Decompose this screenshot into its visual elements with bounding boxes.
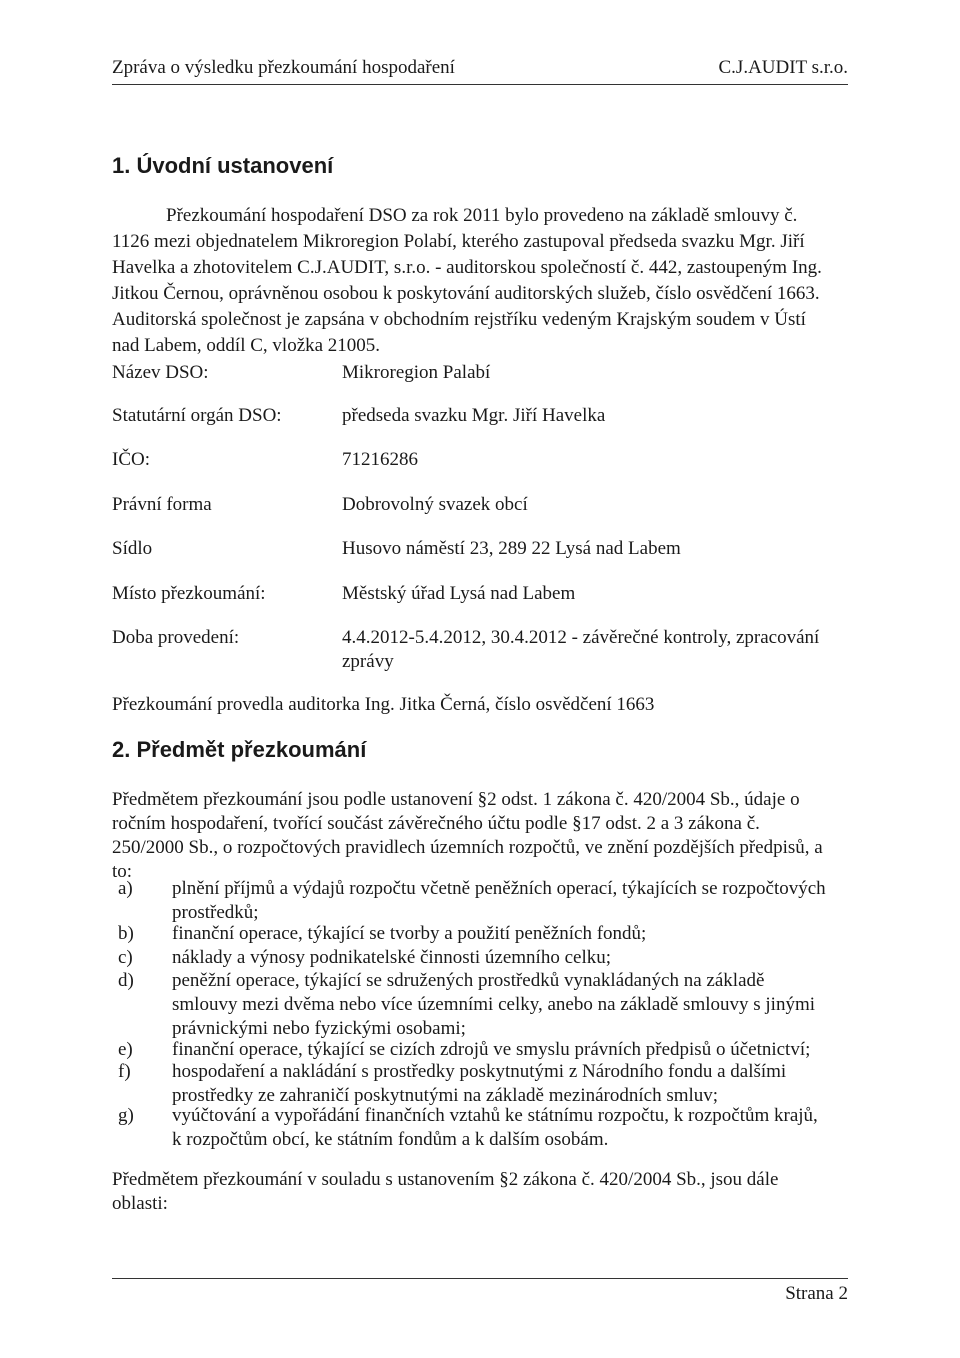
page-header [112, 56, 848, 85]
list-line: plnění příjmů a výdajů rozpočtu včetně peněžních operací, týkajících se rozpočtových [172, 878, 826, 899]
para-line: Předmětem přezkoumání jsou podle ustanovení §2 odst. 1 zákona č. 420/2004 Sb., údaje o [112, 789, 800, 810]
auditor-line: Přezkoumání provedla auditorka Ing. Jitka Černá, číslo osvědčení 1663 [112, 694, 655, 715]
intro-line: nad Labem, oddíl C, vložka 21005. [112, 335, 381, 356]
list-line: právnickými nebo fyzickými osobami; [172, 1018, 466, 1039]
para-line: ročním hospodaření, tvořící součást závěrečného účtu podle §17 odst. 2 a 3 zákona č. [112, 813, 760, 834]
info-label: Statutární orgán DSO: [112, 405, 282, 426]
info-label: Právní forma [112, 494, 212, 515]
intro-line: Přezkoumání hospodaření DSO za rok 2011 bylo provedeno na základě smlouvy č. [166, 205, 798, 226]
page-number: Strana 2 [785, 1283, 848, 1304]
intro-line: Auditorská společnost je zapsána v obchodním rejstříku vedeným Krajským soudem v Ústí [112, 309, 806, 330]
info-value: Mikroregion Palabí [342, 362, 491, 383]
para-line: Předmětem přezkoumání v souladu s ustanovením §2 zákona č. 420/2004 Sb., jsou dále [112, 1169, 779, 1190]
info-value: 71216286 [342, 449, 418, 470]
para-line: to: [112, 861, 133, 882]
list-letter: a) [118, 878, 133, 899]
info-value: Městský úřad Lysá nad Labem [342, 583, 576, 604]
list-letter: e) [118, 1039, 133, 1060]
list-line: finanční operace, týkající se tvorby a použití peněžních fondů; [172, 923, 647, 944]
info-label: Název DSO: [112, 362, 209, 383]
section2-heading: 2. Předmět přezkoumání [112, 737, 367, 762]
intro-line: Jitkou Černou, oprávněnou osobou k poskytování auditorských služeb, číslo osvědčení 1663. [112, 283, 820, 304]
para-line: oblasti: [112, 1193, 168, 1214]
info-label: IČO: [112, 449, 150, 470]
list-line: peněžní operace, týkající se sdružených prostředků vynakládaných na základě [172, 970, 765, 991]
list-letter: f) [118, 1061, 131, 1082]
list-line: prostředky ze zahraničí poskytnutými na základě mezinárodních smluv; [172, 1085, 719, 1106]
intro-line: Havelka a zhotovitelem C.J.AUDIT, s.r.o. - auditorskou společností č. 442, zastoupeným Ing. [112, 257, 822, 278]
list-line: k rozpočtům obcí, ke státním fondům a k dalším osobám. [172, 1129, 609, 1150]
list-letter: c) [118, 947, 133, 968]
list-letter: b) [118, 923, 134, 944]
info-value: Husovo náměstí 23, 289 22 Lysá nad Labem [342, 538, 681, 559]
info-value: zprávy [342, 651, 394, 672]
company-name: C.J.AUDIT s.r.o. [718, 57, 848, 78]
list-line: finanční operace, týkající se cizích zdrojů ve smyslu právních předpisů o účetnictví; [172, 1039, 811, 1060]
footer-divider [112, 1278, 848, 1279]
list-line: prostředků; [172, 902, 259, 923]
info-label: Sídlo [112, 538, 153, 559]
intro-line: 1126 mezi objednatelem Mikroregion Polabí, kterého zastupoval předseda svazku Mgr. Jiří [112, 231, 805, 252]
info-value: Dobrovolný svazek obcí [342, 494, 528, 515]
section1-heading: 1. Úvodní ustanovení [112, 153, 334, 178]
info-value: předseda svazku Mgr. Jiří Havelka [342, 405, 606, 426]
info-label: Místo přezkoumání: [112, 583, 266, 604]
para-line: 250/2000 Sb., o rozpočtových pravidlech územních rozpočtů, ve znění pozdějších předpisů, a [112, 837, 823, 858]
info-value: 4.4.2012-5.4.2012, 30.4.2012 - závěrečné kontroly, zpracování [342, 627, 820, 648]
info-label: Doba provedení: [112, 627, 240, 648]
list-line: smlouvy mezi dvěma nebo více územními celky, anebo na základě smlouvy s jinými [172, 994, 816, 1015]
list-letter: g) [118, 1105, 134, 1126]
list-line: náklady a výnosy podnikatelské činnosti územního celku; [172, 947, 612, 968]
list-line: hospodaření a nakládání s prostředky poskytnutými z Národního fondu a dalšími [172, 1061, 787, 1082]
list-line: vyúčtování a vypořádání finančních vztahů ke státnímu rozpočtu, k rozpočtům krajů, [172, 1105, 818, 1126]
report-title: Zpráva o výsledku přezkoumání hospodaření [112, 57, 455, 78]
list-letter: d) [118, 970, 134, 991]
